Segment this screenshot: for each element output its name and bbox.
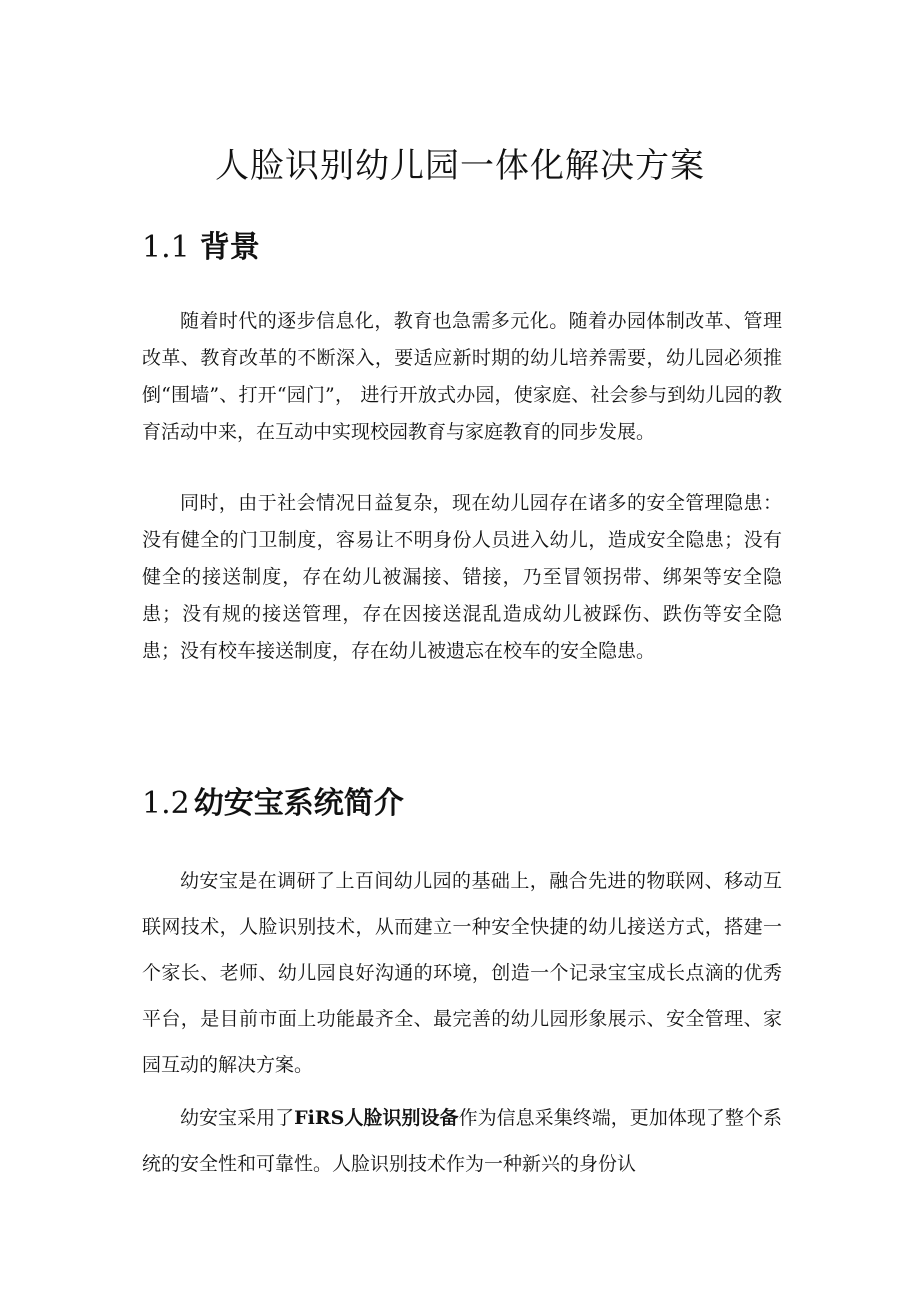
section-title: 幼安宝系统简介 xyxy=(193,786,404,821)
section-number: 1.1 xyxy=(142,230,190,265)
paragraph-text: 幼安宝采用了 xyxy=(180,1107,295,1129)
paragraph: 幼安宝是在调研了上百间幼儿园的基础上，融合先进的物联网、移动互联网技术，人脸识别技术，从而建立一种安全快捷的幼儿接送方式，搭建一个家长、老师、幼儿园良好沟通的环境，创造一个记录宝宝成长点滴的优秀平台，是目前市面上功能最齐全、最完善的幼儿园形象展示、安全管理、家园互动的解决方案。 xyxy=(142,870,782,1076)
paragraph-text: 作为信息采集终端，更加体现了整个系统的安全性和可靠性。人脸识别技术作为一种新兴的身份认 xyxy=(142,1107,782,1175)
paragraph xyxy=(142,1095,782,1187)
section-heading-background xyxy=(142,222,260,266)
emphasis-text: FiRS人脸识别设备 xyxy=(294,1107,459,1129)
section-title: 背景 xyxy=(199,230,260,265)
section-heading-system-intro xyxy=(142,778,404,822)
paragraph: 同时，由于社会情况日益复杂，现在幼儿园存在诸多的安全管理隐患：没有健全的门卫制度，容易让不明身份人员进入幼儿，造成安全隐患；没有健全的接送制度，存在幼儿被漏接、错接，乃至冒领拐带、绑架等安全隐患；没有规的接送管理，存在因接送混乱造成幼儿被踩伤、跌伤等安全隐患；没有校车接送制度，存在幼儿被遗忘在校车的安全隐患。 xyxy=(142,492,782,662)
paragraph: 随着时代的逐步信息化，教育也急需多元化。随着办园体制改革、管理改革、教育改革的不断深入，要适应新时期的幼儿培养需要，幼儿园必须推倒“围墙”、打开“园门”， 进行开放式办园，使家庭、社会参与到幼儿园的教育活动中来，在互动中实现校园教育与家庭教育的同步发展。 xyxy=(142,310,782,443)
document-title: 人脸识别幼儿园一体化解决方案 xyxy=(215,146,705,186)
section-number: 1.2 xyxy=(142,786,190,821)
